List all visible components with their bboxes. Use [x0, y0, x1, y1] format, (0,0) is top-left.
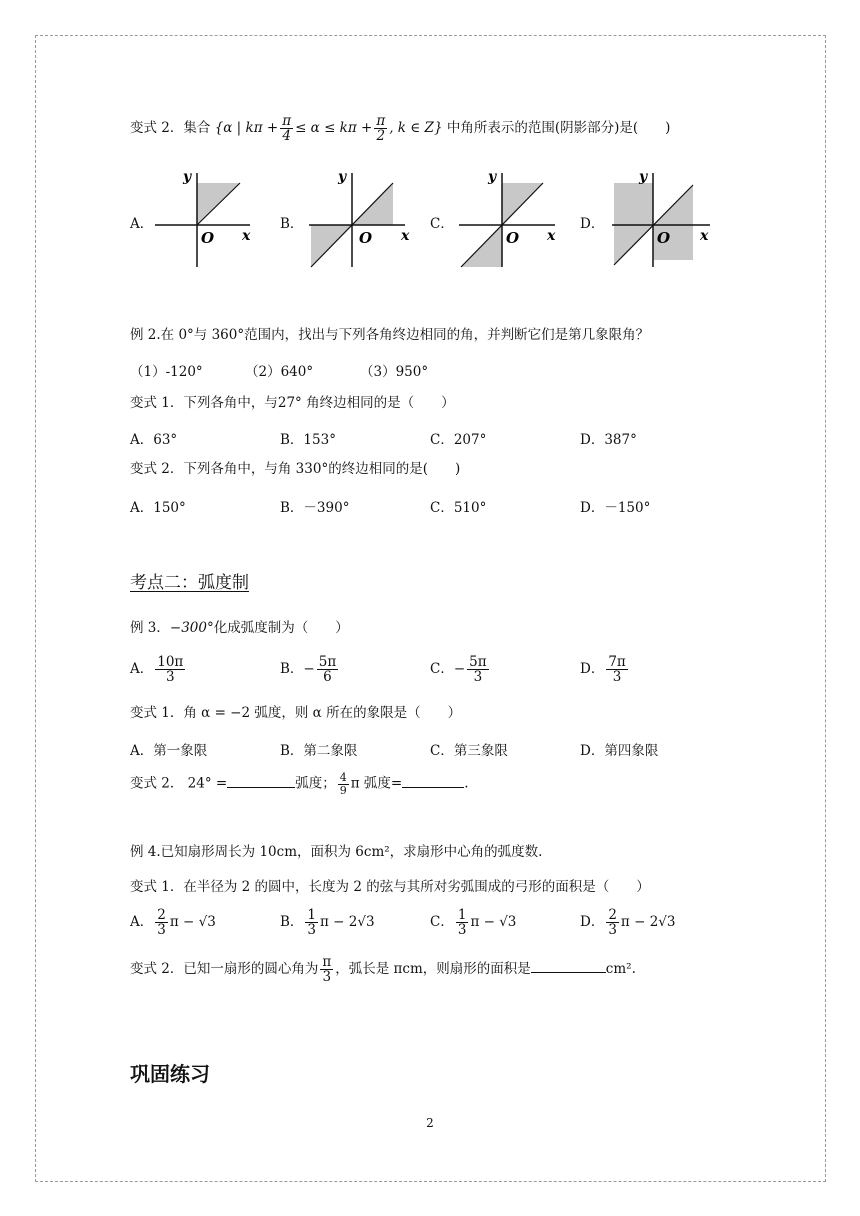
option-b: B．第二象限 [280, 743, 358, 759]
figure-b [305, 165, 420, 270]
option-d: D．－150° [580, 500, 651, 516]
svg-text:O: O [657, 229, 671, 247]
svg-text:O: O [201, 229, 215, 247]
option-c: C． $\frac{1}{3}$ π − √3 [430, 907, 517, 939]
option-b: B． $\frac{1}{3}$ π − 2√3 [280, 907, 375, 939]
section-heading-consolidate: 巩固练习 [130, 1062, 210, 1086]
svg-text:O: O [506, 229, 520, 247]
option-c: C．第三象限 [430, 743, 508, 759]
svg-text:y: y [338, 169, 347, 185]
svg-text:x: x [401, 228, 410, 244]
variant-1-alpha: 变式 1．角 α = −2 弧度，则 α 所在的象限是（ ） [130, 705, 462, 721]
svg-text:y: y [183, 169, 192, 185]
page-number: 2 [426, 1116, 434, 1130]
svg-text:x: x [547, 228, 556, 244]
figure-a [150, 165, 265, 270]
example-2-item-1: （1）-120° [130, 364, 203, 380]
option-a: A． $\frac{10\pi}{3}$ [130, 654, 184, 686]
figure-option-d-label: D． [580, 216, 605, 232]
answer-blank [402, 787, 464, 788]
option-d: D．387° [580, 432, 637, 448]
figure-c [455, 165, 570, 270]
option-d: D． $\frac{7\pi}{3}$ [580, 654, 626, 686]
option-a: A．63° [130, 432, 178, 448]
option-d: D．第四象限 [580, 743, 659, 759]
option-c: C．207° [430, 432, 487, 448]
figure-option-a-label: A． [130, 216, 154, 232]
option-a: A．第一象限 [130, 743, 208, 759]
variant-1-27deg: 变式 1．下列各角中，与27° 角终边相同的是（ ） [130, 395, 455, 411]
figure-d [610, 165, 725, 270]
figure-option-b-label: B． [280, 216, 304, 232]
example-3: 例 3．−300°化成弧度制为（ ） [130, 620, 349, 636]
svg-text:O: O [359, 229, 373, 247]
answer-blank [227, 787, 295, 788]
question-set-range: 变式 2．集合 {α | kπ + $\frac{\pi}{4}$ ≤ α ≤ kπ + $\frac{\pi}{2}$ , k ∈ Z} 中角所表示的范围(阴影部分)是( ) [130, 113, 671, 145]
option-b: B．－390° [280, 500, 350, 516]
variant-2-330deg: 变式 2．下列各角中，与角 330°的终边相同的是( ) [130, 461, 461, 477]
variant-2-24deg: 变式 2． 24° = 弧度； $\frac{4}{9}$ π 弧度= . [130, 771, 469, 797]
variant-2-sector: 变式 2．已知一扇形的圆心角为 $\frac{\pi}{3}$ ，弧长是 πcm，则扇形的面积是 cm². [130, 954, 636, 986]
variant-1-chord: 变式 1．在半径为 2 的圆中，长度为 2 的弦与其所对劣弧围成的弓形的面积是（ ） [130, 879, 650, 895]
example-4: 例 4.已知扇形周长为 10cm，面积为 6cm²，求扇形中心角的弧度数. [130, 844, 543, 860]
svg-text:y: y [639, 169, 648, 185]
answer-blank [531, 972, 606, 973]
example-2-item-3: （3）950° [360, 364, 429, 380]
option-b: B．153° [280, 432, 336, 448]
example-2: 例 2.在 0°与 360°范围内，找出与下列各角终边相同的角，并判断它们是第几象限角？ [130, 327, 650, 343]
svg-text:x: x [700, 228, 709, 244]
option-c: C．510° [430, 500, 487, 516]
option-a: A．150° [130, 500, 186, 516]
svg-text:x: x [242, 228, 251, 244]
option-d: D． $\frac{2}{3}$ π − 2√3 [580, 907, 676, 939]
option-c: C．− $\frac{5\pi}{3}$ [430, 654, 487, 686]
set-expression: {α | kπ + $\frac{\pi}{4}$ ≤ α ≤ kπ + $\frac{\pi}{2}$ , k ∈ Z} [214, 113, 443, 145]
option-b: B．− $\frac{5\pi}{6}$ [280, 654, 337, 686]
figure-option-c-label: C． [430, 216, 454, 232]
option-a: A． $\frac{2}{3}$ π − √3 [130, 907, 216, 939]
svg-text:y: y [488, 169, 497, 185]
example-2-item-2: （2）640° [245, 364, 314, 380]
section-heading-radian: 考点二：弧度制 [130, 573, 249, 593]
